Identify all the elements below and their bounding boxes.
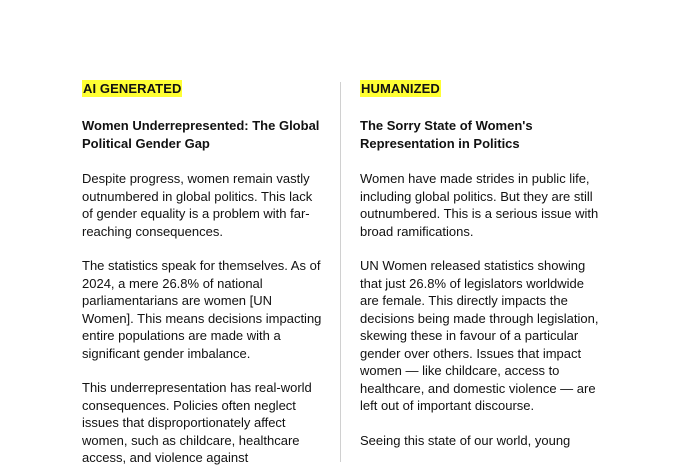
humanized-paragraph-3: Seeing this state of our world, young <box>360 432 571 448</box>
column-divider <box>340 82 341 462</box>
ai-generated-column <box>82 80 322 467</box>
ai-generated-tag: AI GENERATED <box>83 81 182 96</box>
ai-generated-heading: Women Underrepresented: The Global Political Gender Gap <box>82 118 320 151</box>
humanized-tag: HUMANIZED <box>361 81 440 96</box>
humanized-paragraph-2: UN Women released statistics showing that just 26.8% of legislators worldwide are female. This directly impacts the decisions being made through legislation, skewing these in favour of a particular gender over others. Issues that impact women — like childcare, access to healthcare, and domestic violence — are left out of important discourse. <box>360 258 599 413</box>
ai-generated-paragraph-3: This underrepresentation has real-world consequences. Policies often neglect issues that disproportionately affect women, such as childcare, healthcare access, and violence against <box>82 380 312 465</box>
ai-generated-paragraph-1: Despite progress, women remain vastly outnumbered in global politics. This lack of gender equality is a problem with far-reaching consequences. <box>82 171 313 239</box>
humanized-heading: The Sorry State of Women's Representation in Politics <box>360 118 533 151</box>
humanized-paragraph-1: Women have made strides in public life, including global politics. But they are still outnumbered. This is a serious issue with broad ramifications. <box>360 171 599 239</box>
humanized-column <box>360 80 600 449</box>
ai-generated-paragraph-2: The statistics speak for themselves. As of 2024, a mere 26.8% of national parliamentarians are women [UN Women]. This means decisions impacting entire populations are made with a significant gender imbalance. <box>82 258 322 361</box>
